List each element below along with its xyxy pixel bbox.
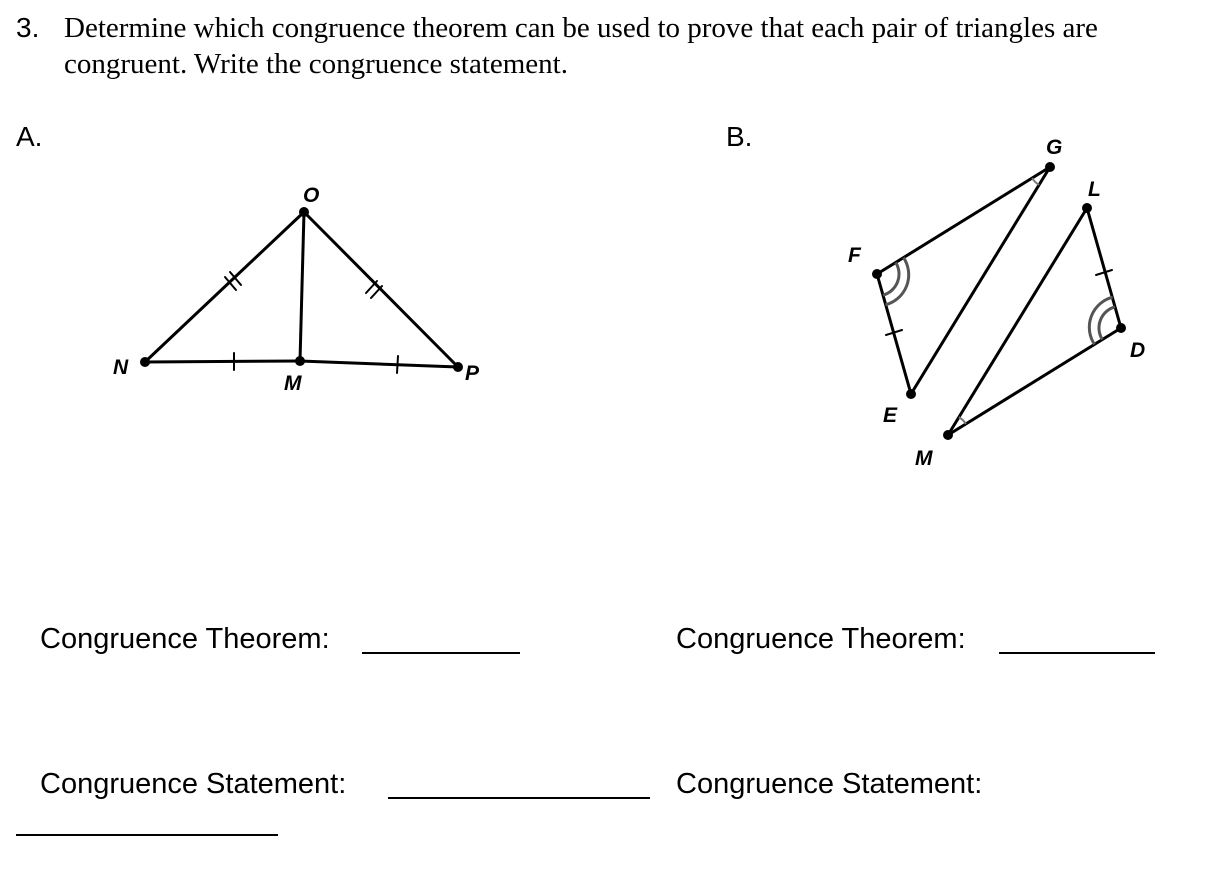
angle-arc-m [959,417,966,424]
label-m-b: M [915,447,933,470]
label-p: P [465,362,480,385]
double-tick-op-2 [371,286,382,298]
point-e [906,389,916,399]
label-n: N [113,356,129,379]
segment-no [145,212,304,362]
angle-arc-g [1032,178,1039,185]
point-d [1116,323,1126,333]
angle-marks-b [883,178,1115,424]
statement-blank-a[interactable] [388,797,650,799]
question-number: 3. [16,12,40,43]
segment-dm [948,328,1121,435]
point-g [1045,162,1055,172]
tick-mp [397,356,398,373]
label-m-a: M [284,372,302,395]
segment-ld [1087,208,1121,328]
segment-nm [145,361,300,362]
segment-mp [300,361,458,367]
theorem-blank-b[interactable] [999,652,1155,654]
theorem-label-a: Congruence Theorem: [40,623,330,655]
point-f [872,269,882,279]
segment-ge [911,167,1050,394]
theorem-blank-a[interactable] [362,652,520,654]
statement-blank-b[interactable] [16,834,278,836]
segment-ml [948,208,1087,435]
point-l [1082,203,1092,213]
segment-fg [877,167,1050,274]
label-g: G [1046,136,1063,159]
statement-label-a: Congruence Statement: [40,768,347,800]
label-d: D [1130,339,1146,362]
label-e: E [883,404,898,427]
point-n [140,357,150,367]
segment-om [300,212,304,361]
label-f: F [848,244,861,267]
diagram-a [145,212,458,373]
statement-label-b: Congruence Statement: [676,768,983,800]
point-p [453,362,463,372]
part-b-label: B. [726,121,753,152]
point-m-b [943,430,953,440]
double-tick-op-1 [366,281,377,293]
point-o [299,207,309,217]
label-o: O [303,184,320,207]
question-text: Determine which congruence theorem can be used to prove that each pair of triangles are congruent. Write the congruence statement. [64,12,1098,80]
point-m-a [295,356,305,366]
points-b [872,162,1126,440]
part-a-label: A. [16,121,43,152]
segment-fe [877,274,911,394]
theorem-label-b: Congruence Theorem: [676,623,966,655]
label-l: L [1088,178,1101,201]
segment-op [304,212,458,367]
